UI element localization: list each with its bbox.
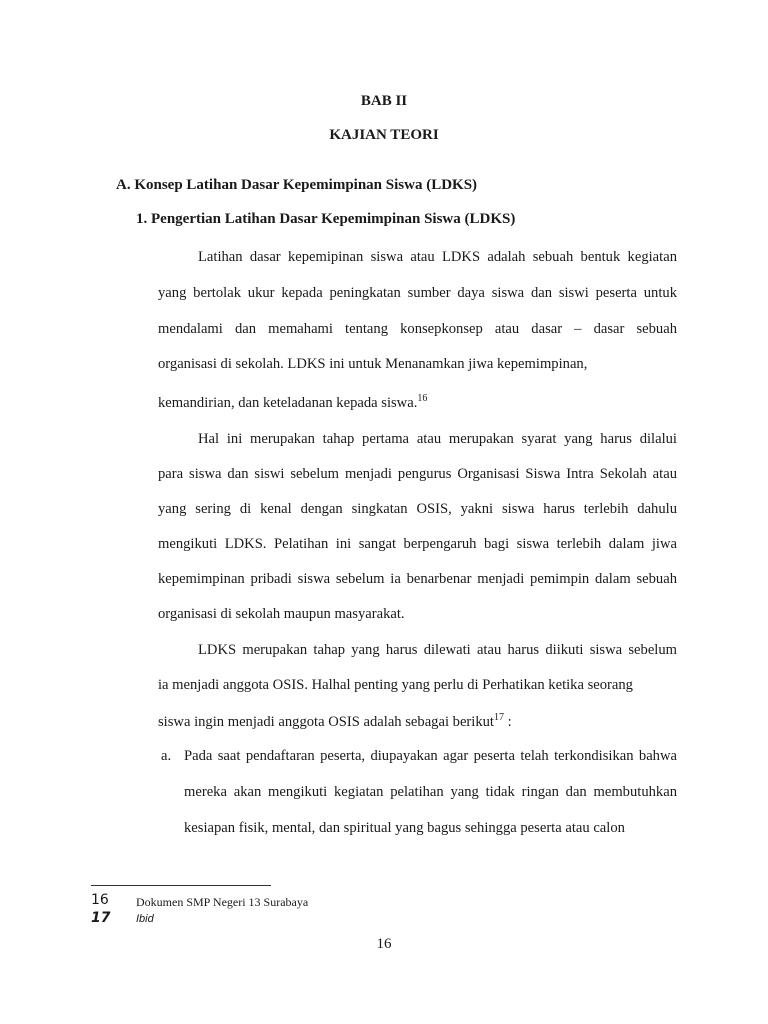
footnote-text: Ibid [136,913,154,925]
footnote-number: 16 [91,892,109,908]
paragraph-line: mengikuti LDKS. Pelatihan ini sangat berpengaruh bagi siswa terlebih dalam jiwa [158,536,677,552]
list-item-line: Pada saat pendaftaran peserta, diupayakan agar peserta telah terkondisikan bahwa [184,748,677,764]
page-number: 16 [376,936,392,952]
footnote-reference: 16 [417,393,428,405]
subsection-heading: 1. Pengertian Latihan Dasar Kepemimpinan Siswa (LDKS) [136,211,516,227]
footnote-text: Dokumen SMP Negeri 13 Surabaya [136,895,309,909]
paragraph-line: ia menjadi anggota OSIS. Halhal penting yang perlu di Perhatikan ketika seorang [158,677,633,693]
paragraph-line-text: siswa ingin menjadi anggota OSIS adalah sebagai berikut [158,714,494,730]
section-heading: A. Konsep Latihan Dasar Kepemimpinan Siswa (LDKS) [116,177,478,193]
paragraph-line: mendalami dan memahami tentang konsepkonsep atau dasar – dasar sebuah [158,321,677,337]
footnote-reference: 17 [493,712,504,724]
paragraph-line: yang bertolak ukur kepada peningkatan sumber daya siswa dan siswi peserta untuk [158,285,677,301]
paragraph-line: yang sering di kenal dengan singkatan OSIS, yakni siswa harus terlebih dahulu [158,501,677,517]
paragraph-line [158,394,427,412]
chapter-label: BAB II [360,93,408,109]
list-marker: a. [161,748,172,764]
paragraph-line-suffix: : [503,714,512,730]
footnote-number: 17 [91,910,111,926]
paragraph-line: LDKS merupakan tahap yang harus dilewati atau harus diikuti siswa sebelum [198,642,677,658]
paragraph-line: kepemimpinan pribadi siswa sebelum ia benarbenar menjadi pemimpin dalam sebuah [158,571,677,587]
paragraph-line-text: kemandirian, dan keteladanan kepada siswa. [158,395,418,411]
paragraph-line [158,713,512,731]
list-item-line: kesiapan fisik, mental, dan spiritual yang bagus sehingga peserta atau calon [184,820,625,836]
paragraph-line: Latihan dasar kepemipinan siswa atau LDKS adalah sebuah bentuk kegiatan [198,249,677,265]
paragraph-line: organisasi di sekolah maupun masyarakat. [158,606,405,622]
chapter-title: KAJIAN TEORI [329,127,439,143]
paragraph-line: organisasi di sekolah. LDKS ini untuk Menanamkan jiwa kepemimpinan, [158,356,588,372]
paragraph-line: Hal ini merupakan tahap pertama atau merupakan syarat yang harus dilalui [198,431,677,447]
footnote-separator [91,885,271,886]
list-item-line: mereka akan mengikuti kegiatan pelatihan yang tidak ringan dan membutuhkan [184,784,677,800]
paragraph-line: para siswa dan siswi sebelum menjadi pengurus Organisasi Siswa Intra Sekolah atau [158,466,677,482]
